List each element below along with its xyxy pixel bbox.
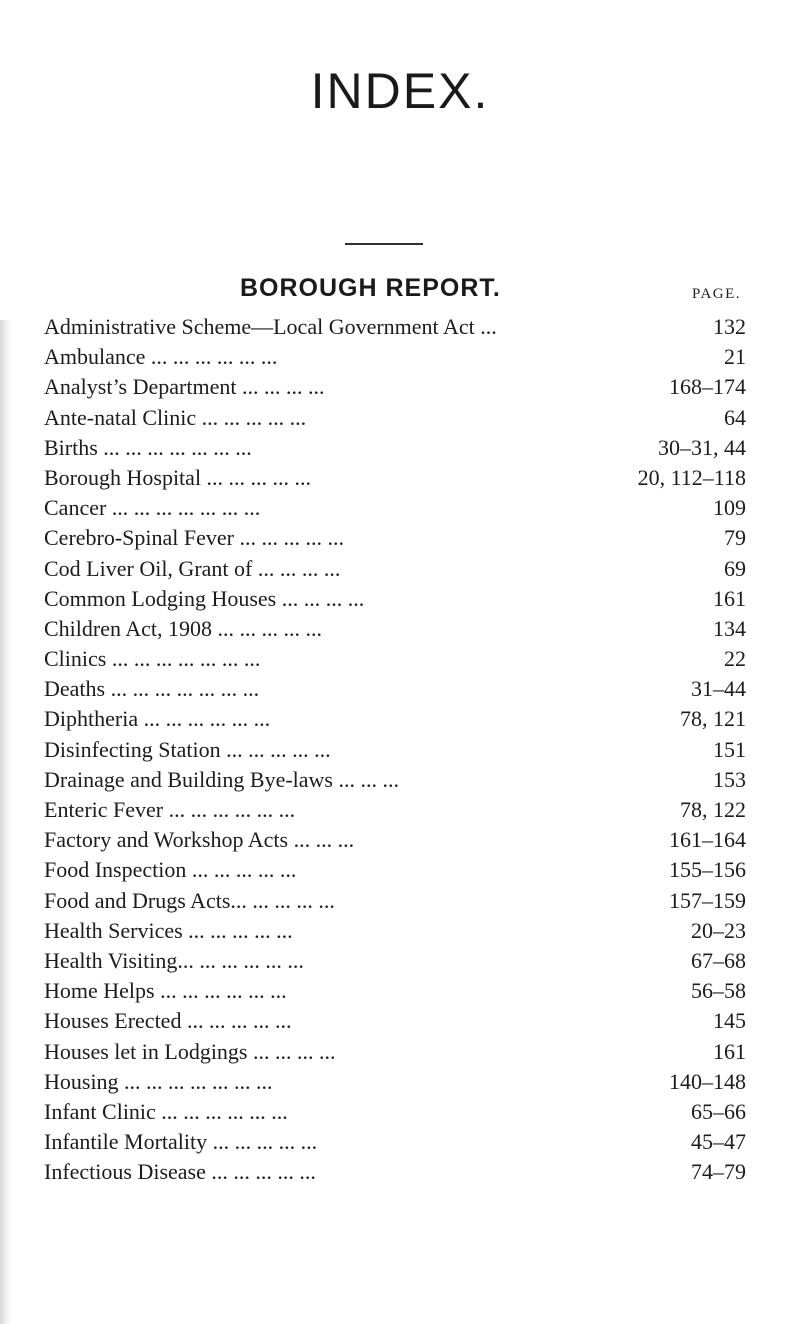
page-spine-shadow — [0, 320, 12, 1324]
page-title: INDEX. — [310, 63, 490, 119]
index-entry-page: 56–58 — [691, 978, 746, 1004]
index-entry — [44, 403, 746, 433]
index-entry-page: 168–174 — [669, 374, 746, 400]
index-entry — [44, 1037, 746, 1067]
index-entry-label: Housing ... ... ... ... ... ... ... — [44, 1068, 273, 1094]
index-entry — [44, 674, 746, 704]
index-entry — [44, 795, 746, 825]
index-entry-label: Infant Clinic ... ... ... ... ... ... — [44, 1098, 288, 1124]
index-entry-page: 132 — [713, 314, 746, 339]
index-entry — [44, 1127, 746, 1157]
index-entry — [44, 554, 746, 584]
index-entry — [44, 493, 746, 523]
index-entry — [44, 916, 746, 946]
index-entry-page: 20–23 — [691, 917, 746, 943]
index-entry-label: Clinics ... ... ... ... ... ... ... — [44, 646, 261, 672]
index-entry-label: Diphtheria ... ... ... ... ... ... — [44, 706, 271, 732]
index-entry-label: Cerebro-Spinal Fever ... ... ... ... ... — [44, 525, 344, 551]
index-entry-page: 140–148 — [669, 1068, 746, 1094]
index-entry-page: 64 — [724, 404, 746, 430]
index-entry-page: 157–159 — [669, 887, 746, 913]
index-entry-label: Ante-natal Clinic ... ... ... ... ... — [44, 404, 307, 430]
index-entry — [44, 644, 746, 674]
index-entry — [44, 946, 746, 976]
index-entry — [44, 1157, 746, 1187]
index-entry-page: 20, 112–118 — [637, 464, 746, 490]
index-entry-page: 161 — [713, 585, 746, 611]
index-entry-page: 21 — [724, 344, 746, 370]
index-entry-label: Home Helps ... ... ... ... ... ... — [44, 978, 287, 1004]
index-entry-label: Drainage and Building Bye-laws ... ... ... — [44, 766, 399, 792]
index-entry-label: Houses Erected ... ... ... ... ... — [44, 1008, 292, 1034]
index-entry — [44, 735, 746, 765]
index-entry-page: 161 — [713, 1038, 746, 1064]
index-entry — [44, 433, 746, 463]
index-entry-page: 69 — [724, 555, 746, 581]
index-entry-label: Analyst’s Department ... ... ... ... — [44, 374, 325, 400]
index-entry-label: Children Act, 1908 ... ... ... ... ... — [44, 615, 323, 641]
index-entry-label: Factory and Workshop Acts ... ... ... — [44, 827, 355, 853]
index-entry — [44, 342, 746, 372]
index-entry-label: Disinfecting Station ... ... ... ... ... — [44, 736, 331, 762]
index-entry — [44, 825, 746, 855]
index-entry-label: Food and Drugs Acts... ... ... ... ... — [44, 887, 335, 913]
index-entry — [44, 1006, 746, 1036]
index-entry-label: Births ... ... ... ... ... ... ... — [44, 434, 252, 460]
section-heading: BOROUGH REPORT. — [240, 274, 501, 302]
index-entry-label: Health Visiting... ... ... ... ... ... — [44, 947, 304, 973]
index-entry-label: Ambulance ... ... ... ... ... ... — [44, 344, 278, 370]
index-entry-label: Enteric Fever ... ... ... ... ... ... — [44, 797, 296, 822]
index-entry-label: Food Inspection ... ... ... ... ... — [44, 857, 297, 883]
index-entry — [44, 614, 746, 644]
index-entry — [44, 463, 746, 493]
index-entry-page: 109 — [713, 495, 746, 521]
index-entry — [44, 765, 746, 795]
index-entry-label: Cod Liver Oil, Grant of ... ... ... ... — [44, 555, 341, 581]
index-entry-page: 67–68 — [691, 947, 746, 973]
title-divider — [345, 243, 423, 245]
index-entry-label: Infantile Mortality ... ... ... ... ... — [44, 1129, 318, 1155]
index-entry-page: 78, 122 — [680, 797, 746, 822]
index-entry — [44, 1067, 746, 1097]
index-entry-label: Health Services ... ... ... ... ... — [44, 917, 293, 943]
index-entry-label: Administrative Scheme—Local Government Act ... — [44, 314, 497, 339]
index-entry-page: 151 — [713, 736, 746, 762]
index-entry-list — [44, 312, 746, 1187]
index-entry-page: 22 — [724, 646, 746, 672]
index-entry-page: 30–31, 44 — [658, 434, 746, 460]
page-column-heading: PAGE. — [692, 286, 742, 302]
index-entry — [44, 372, 746, 402]
index-entry-page: 31–44 — [691, 676, 746, 702]
index-entry — [44, 584, 746, 614]
index-entry — [44, 886, 746, 916]
index-entry-page: 79 — [724, 525, 746, 551]
index-entry-label: Houses let in Lodgings ... ... ... ... — [44, 1038, 336, 1064]
index-entry-label: Borough Hospital ... ... ... ... ... — [44, 464, 312, 490]
index-entry-page: 161–164 — [669, 827, 746, 853]
index-entry-page: 45–47 — [691, 1129, 746, 1155]
index-entry-label: Deaths ... ... ... ... ... ... ... — [44, 676, 260, 702]
index-entry-label: Common Lodging Houses ... ... ... ... — [44, 585, 365, 611]
index-entry-page: 74–79 — [691, 1159, 746, 1185]
index-entry-page: 65–66 — [691, 1098, 746, 1124]
index-entry-page: 134 — [713, 615, 746, 641]
index-entry — [44, 976, 746, 1006]
index-entry-label: Infectious Disease ... ... ... ... ... — [44, 1159, 316, 1185]
index-entry-page: 153 — [713, 766, 746, 792]
index-entry — [44, 855, 746, 885]
index-entry — [44, 704, 746, 734]
index-entry — [44, 523, 746, 553]
index-entry-page: 145 — [713, 1008, 746, 1034]
index-entry — [44, 1097, 746, 1127]
index-entry-page: 78, 121 — [680, 706, 746, 732]
index-entry — [44, 312, 746, 342]
index-entry-page: 155–156 — [669, 857, 746, 883]
index-entry-label: Cancer ... ... ... ... ... ... ... — [44, 495, 261, 521]
